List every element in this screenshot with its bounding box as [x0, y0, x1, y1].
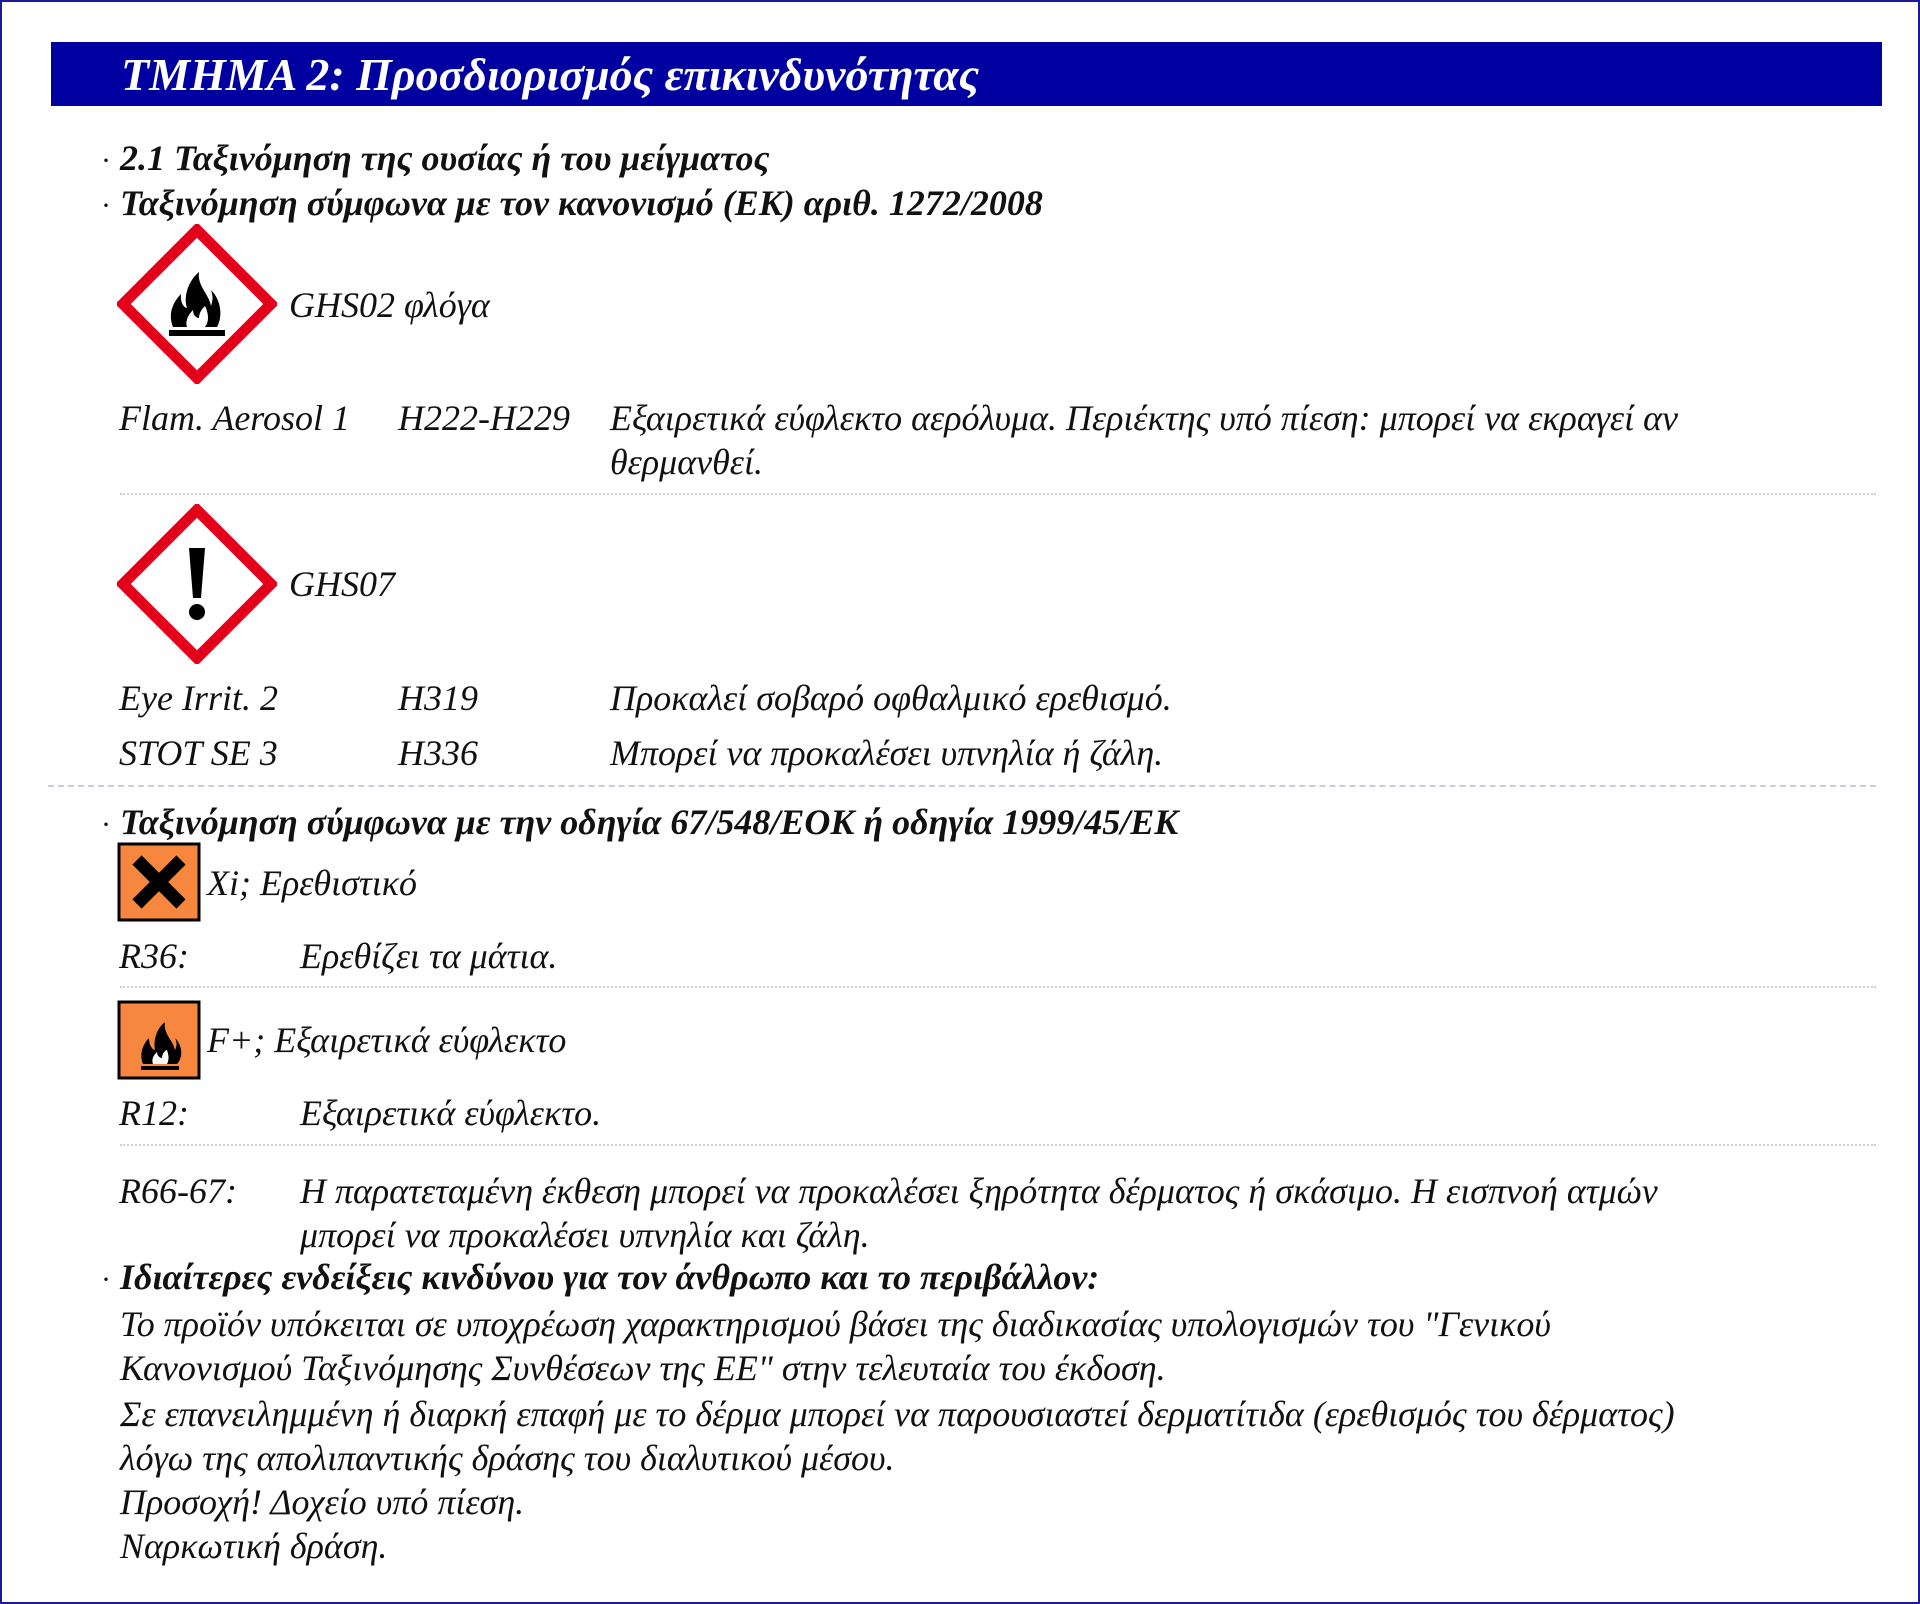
- irritant-cross-icon: [117, 842, 201, 922]
- row-divider: [120, 1144, 1876, 1146]
- risk-code: R66-67:: [119, 1171, 237, 1211]
- risk-code: R36:: [119, 936, 189, 976]
- special-hazards-line: Κανονισμού Ταξινόμησης Συνθέσεων της ΕΕ" στην τελευταία του έκδοση.: [120, 1348, 1166, 1388]
- special-hazards-line: Προσοχή! Δοχείο υπό πίεση.: [120, 1482, 525, 1522]
- flame-pictogram-icon: [117, 224, 277, 384]
- hazard-statement: Προκαλεί σοβαρό οφθαλμικό ερεθισμό.: [610, 678, 1172, 718]
- hazard-code: H222-H229: [398, 398, 570, 438]
- special-hazards-line: Ναρκωτική δράση.: [120, 1526, 388, 1566]
- row-divider: [120, 493, 1876, 495]
- special-hazards-line: Σε επανειλημμένη ή διαρκή επαφή με το δέρμα μπορεί να παρουσιαστεί δερματίτιδα (ερεθισμός του δέρματος): [120, 1394, 1675, 1434]
- special-hazards-heading: Ιδιαίτερες ενδείξεις κινδύνου για τον άνθρωπο και το περιβάλλον:: [120, 1257, 1100, 1297]
- extremely-flammable-icon: [117, 1000, 201, 1080]
- risk-phrase: Ερεθίζει τα μάτια.: [300, 936, 558, 976]
- bullet: ·: [101, 1263, 111, 1296]
- special-hazards-line: λόγω της απολιπαντικής δράσης του διαλυτικού μέσου.: [120, 1438, 895, 1478]
- hazard-statement-cont: θερμανθεί.: [610, 442, 763, 482]
- fplus-label: F+; Εξαιρετικά εύφλεκτο: [207, 1020, 567, 1060]
- bullet: ·: [101, 808, 111, 841]
- clp-heading: Ταξινόμηση σύμφωνα με τον κανονισμό (ΕΚ) αριθ. 1272/2008: [120, 183, 1043, 223]
- special-hazards-line: Το προϊόν υπόκειται σε υποχρέωση χαρακτηρισμού βάσει της διαδικασίας υπολογισμών του "Γενικού: [120, 1304, 1551, 1344]
- hazard-statement: Μπορεί να προκαλέσει υπνηλία ή ζάλη.: [610, 733, 1164, 773]
- bullet: ·: [101, 189, 111, 222]
- hazard-code: H319: [398, 678, 478, 718]
- subsection-heading: 2.1 Ταξινόμηση της ουσίας ή του μείγματος: [120, 138, 770, 178]
- section-header-bar: [51, 42, 1882, 106]
- xi-label: Xi; Ερεθιστικό: [207, 863, 418, 903]
- section-title: ΤΜΗΜΑ 2: Προσδιορισμός επικινδυνότητας: [121, 49, 980, 100]
- hazard-class: Flam. Aerosol 1: [119, 398, 350, 438]
- ghs02-label: GHS02 φλόγα: [289, 285, 490, 325]
- hazard-statement: Εξαιρετικά εύφλεκτο αερόλυμα. Περιέκτης υπό πίεση: μπορεί να εκραγεί αν: [610, 398, 1678, 438]
- hazard-class: Eye Irrit. 2: [119, 678, 278, 718]
- ghs07-label: GHS07: [289, 564, 395, 604]
- risk-code: R12:: [119, 1093, 189, 1133]
- bullet: ·: [101, 144, 111, 177]
- risk-phrase: Η παρατεταμένη έκθεση μπορεί να προκαλέσει ξηρότητα δέρματος ή σκάσιμο. Η εισπνοή ατμών: [300, 1171, 1658, 1211]
- risk-phrase: Εξαιρετικά εύφλεκτο.: [300, 1093, 602, 1133]
- dsd-heading: Ταξινόμηση σύμφωνα με την οδηγία 67/548/ΕΟΚ ή οδηγία 1999/45/ΕΚ: [120, 802, 1179, 842]
- hazard-code: H336: [398, 733, 478, 773]
- section-divider: [48, 785, 1876, 787]
- exclamation-pictogram-icon: [117, 504, 277, 664]
- hazard-class: STOT SE 3: [119, 733, 278, 773]
- risk-phrase-cont: μπορεί να προκαλέσει υπνηλία και ζάλη.: [300, 1215, 870, 1255]
- row-divider: [120, 986, 1876, 988]
